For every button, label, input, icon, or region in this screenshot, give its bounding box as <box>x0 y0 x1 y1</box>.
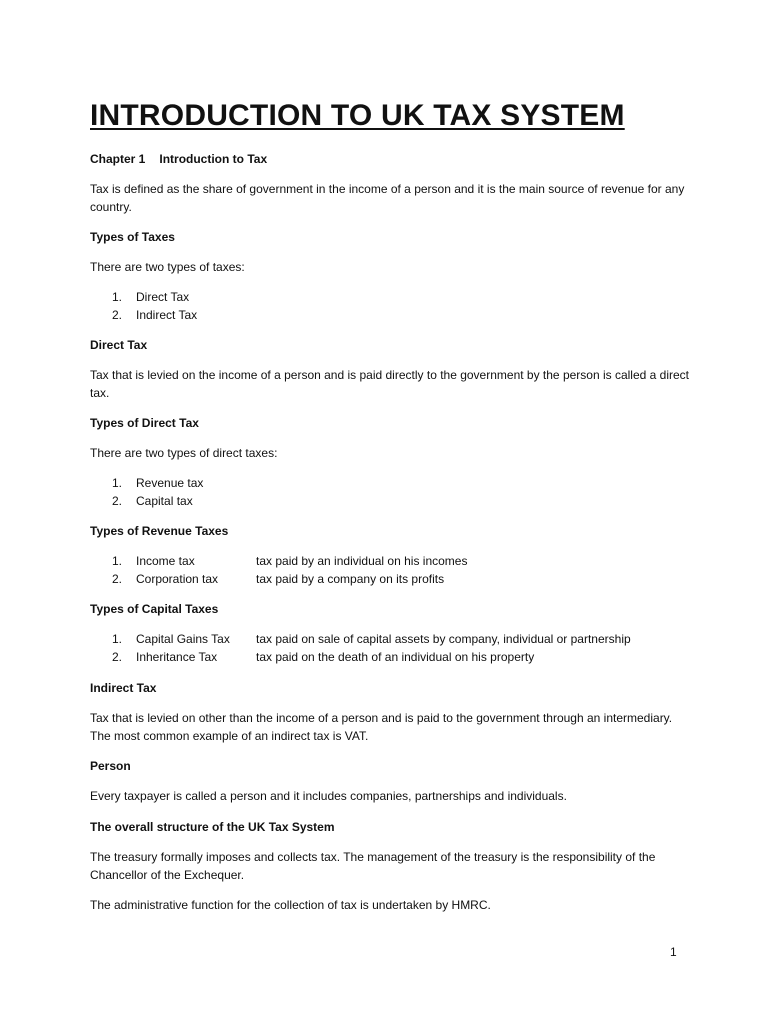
chapter-heading <box>90 150 267 168</box>
list-description: tax paid on sale of capital assets by company, individual or partnership <box>256 632 631 646</box>
indirect-tax-paragraph: Tax that is levied on other than the income of a person and is paid to the government through an intermediary. The most common example of an indirect tax is VAT. <box>90 711 673 743</box>
page-number: 1 <box>670 945 677 959</box>
list-description: tax paid by a company on its profits <box>256 572 445 586</box>
chapter-label: Chapter 1 <box>90 152 146 166</box>
list-term: Direct Tax <box>136 290 190 304</box>
direct-tax-paragraph: Tax that is levied on the income of a person and is paid directly to the government by the person is called a direct tax. <box>90 368 690 400</box>
list-term: Corporation tax <box>136 572 219 586</box>
direct-tax-heading: Direct Tax <box>90 338 148 352</box>
list-term: Revenue tax <box>136 476 204 490</box>
structure-paragraph-2: The administrative function for the collection of tax is undertaken by HMRC. <box>90 898 491 912</box>
types-of-capital-taxes-heading: Types of Capital Taxes <box>90 602 219 616</box>
list-term: Inheritance Tax <box>136 650 218 664</box>
indirect-tax-heading: Indirect Tax <box>90 681 157 695</box>
page-title: INTRODUCTION TO UK TAX SYSTEM <box>90 99 625 132</box>
types-of-direct-tax-intro: There are two types of direct taxes: <box>90 446 278 460</box>
list-number: 1. <box>112 632 123 646</box>
tax-definition-paragraph: Tax is defined as the share of government in the income of a person and it is the main source of revenue for any country. <box>90 182 685 214</box>
structure-heading: The overall structure of the UK Tax System <box>90 820 335 834</box>
person-paragraph: Every taxpayer is called a person and it includes companies, partnerships and individuals. <box>90 789 567 803</box>
list-description: tax paid by an individual on his incomes <box>256 554 468 568</box>
chapter-title: Introduction to Tax <box>159 152 268 166</box>
list-number: 1. <box>112 290 123 304</box>
list-number: 2. <box>112 494 123 508</box>
person-heading: Person <box>90 759 131 773</box>
list-term: Indirect Tax <box>136 308 198 322</box>
list-term: Income tax <box>136 554 195 568</box>
list-number: 2. <box>112 572 123 586</box>
list-number: 2. <box>112 650 123 664</box>
types-of-taxes-intro: There are two types of taxes: <box>90 260 245 274</box>
types-of-direct-tax-heading: Types of Direct Tax <box>90 416 199 430</box>
list-term: Capital tax <box>136 494 193 508</box>
types-of-taxes-heading: Types of Taxes <box>90 230 175 244</box>
list-number: 1. <box>112 554 123 568</box>
types-of-revenue-taxes-heading: Types of Revenue Taxes <box>90 524 229 538</box>
structure-paragraph-1: The treasury formally imposes and collects tax. The management of the treasury is the responsibility of the Chancellor of the Exchequer. <box>90 850 656 882</box>
list-number: 1. <box>112 476 123 490</box>
list-number: 2. <box>112 308 123 322</box>
list-description: tax paid on the death of an individual on his property <box>256 650 535 664</box>
list-term: Capital Gains Tax <box>136 632 230 646</box>
